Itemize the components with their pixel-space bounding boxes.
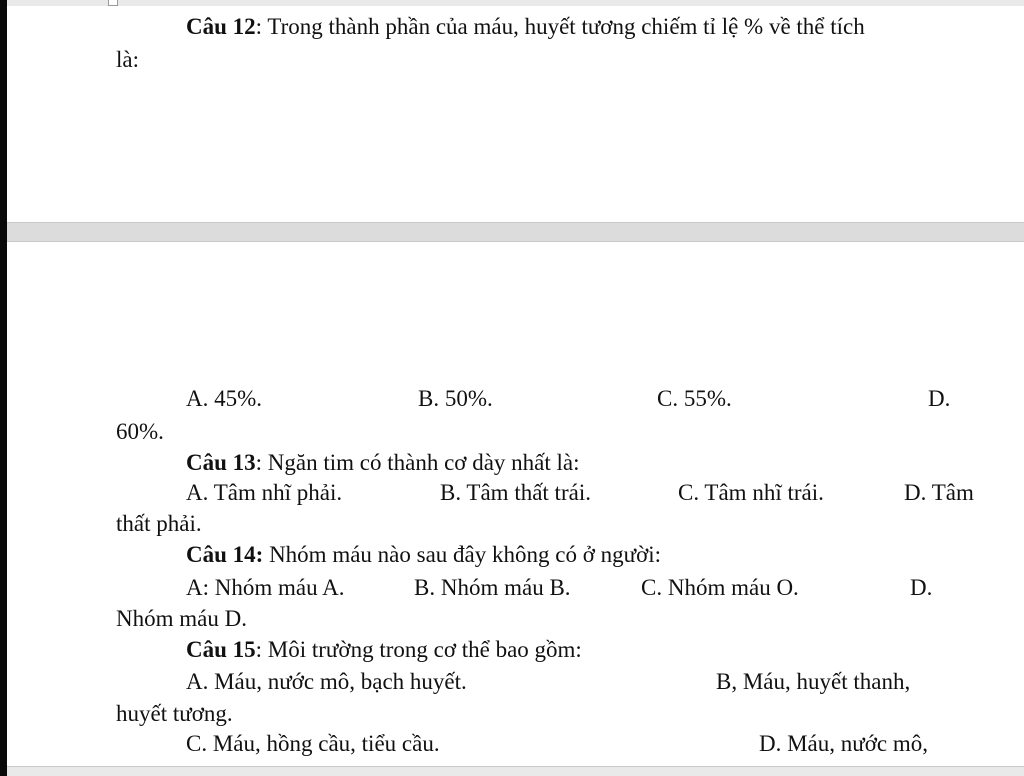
q13-option-a: A. Tâm nhĩ phải. <box>186 480 343 505</box>
question-13-text: : Ngăn tim có thành cơ dày nhất là: <box>255 450 580 475</box>
question-12-line <box>186 13 865 41</box>
q14-option-d: D. <box>910 575 933 600</box>
q14-option-d-wrap: Nhóm máu D. <box>116 606 247 631</box>
bottom-page-edge <box>7 766 1024 776</box>
q14-option-a: A: Nhóm máu A. <box>186 575 345 600</box>
page-break-gap <box>7 222 1024 242</box>
q12-option-b: B. 50%. <box>418 386 493 411</box>
q14-option-b: B. Nhóm máu B. <box>414 575 571 600</box>
q15-option-d: D. Máu, nước mô, <box>759 731 928 756</box>
question-14-text: Nhóm máu nào sau đây không có ở người: <box>263 542 662 567</box>
question-15-line <box>186 636 582 664</box>
question-12-label: Câu 12 <box>186 14 256 39</box>
q15-option-a: A. Máu, nước mô, bạch huyết. <box>186 669 467 694</box>
q15-option-b: B, Máu, huyết thanh, <box>716 669 911 694</box>
q12-option-c: C. 55%. <box>657 386 732 411</box>
q15-option-b-wrap: huyết tương. <box>116 701 233 726</box>
question-13-line <box>186 449 580 477</box>
question-15-text: : Môi trường trong cơ thể bao gồm: <box>255 637 582 662</box>
question-14-label: Câu 14: <box>186 542 264 567</box>
question-15-label: Câu 15 <box>186 637 256 662</box>
q13-option-d-wrap: thất phải. <box>116 511 202 536</box>
top-page-edge <box>7 0 1024 6</box>
question-13-label: Câu 13 <box>186 450 256 475</box>
q15-option-c: C. Máu, hồng cầu, tiểu cầu. <box>186 731 440 756</box>
text-boundary-corner <box>108 0 118 6</box>
q12-option-d-wrap: 60%. <box>116 419 164 444</box>
q12-option-d: D. <box>928 386 951 411</box>
question-12-continuation: là: <box>116 47 139 72</box>
q14-option-c: C. Nhóm máu O. <box>641 575 799 600</box>
question-12-text: : Trong thành phần của máu, huyết tương chiếm tỉ lệ % về thể tích <box>255 14 865 39</box>
q13-option-d: D. Tâm <box>904 480 974 505</box>
q13-option-b: B. Tâm thất trái. <box>440 480 591 505</box>
left-margin-bar <box>0 0 7 776</box>
q13-option-c: C. Tâm nhĩ trái. <box>678 480 824 505</box>
question-14-line <box>186 541 661 569</box>
q12-option-a: A. 45%. <box>186 386 263 411</box>
